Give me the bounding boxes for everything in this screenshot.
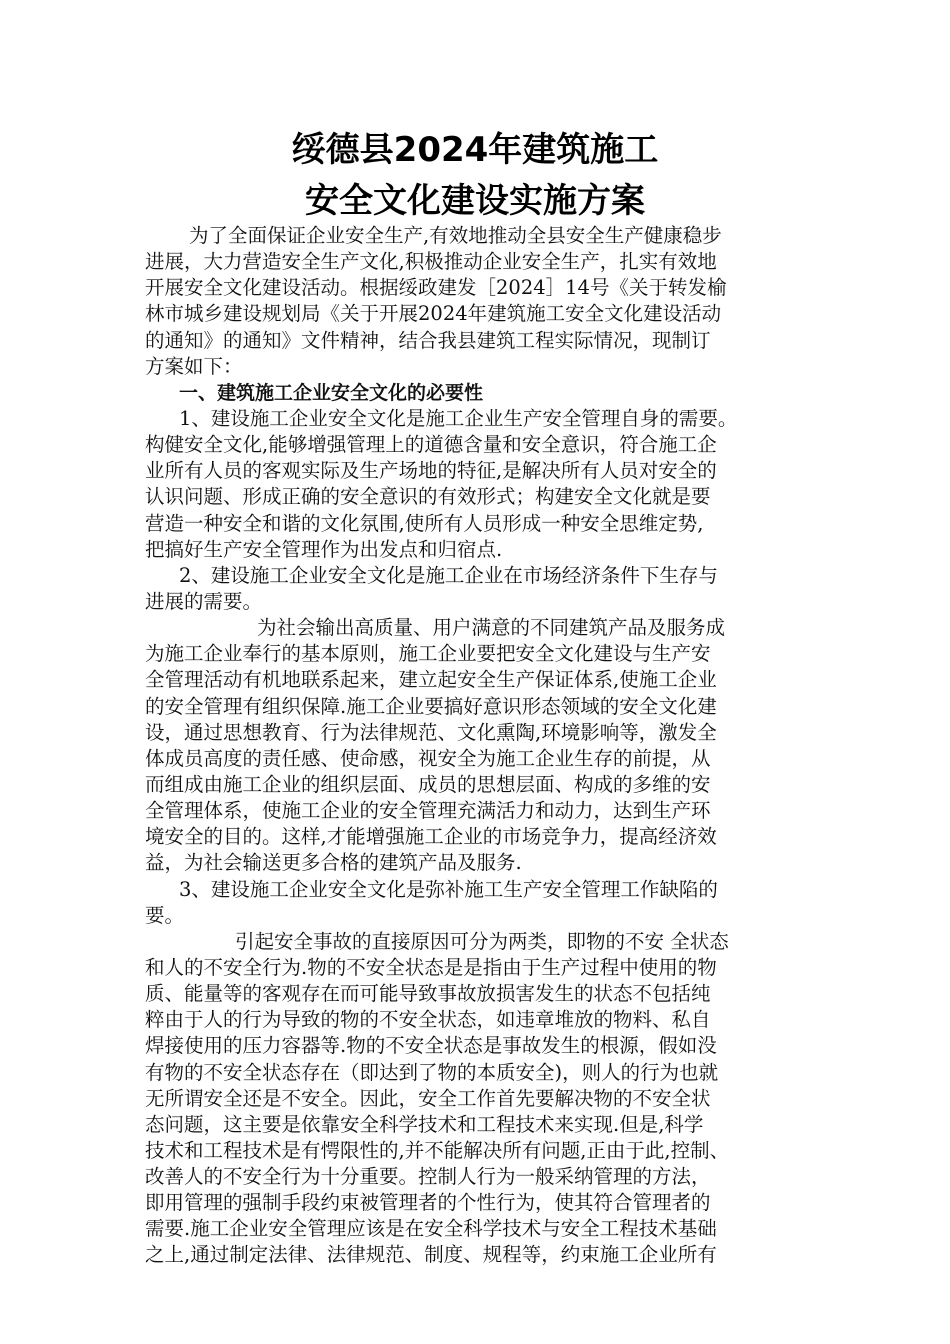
body-text-line: 进展的需要。: [145, 589, 263, 613]
body-text-line: 和人的不安全行为.物的不安全状态是是指由于生产过程中使用的物: [145, 955, 717, 979]
body-text-line: 为了全面保证企业安全生产,有效地推动全县安全生产健康稳步: [189, 224, 722, 247]
body-text-line: 3、建设施工企业安全文化是弥补施工生产安全管理工作缺陷的: [179, 877, 718, 901]
body-text-line: 有物的不安全状态存在（即达到了物的本质安全)，则人的行为也就: [145, 1060, 719, 1084]
body-text-line: 业所有人员的客观实际及生产场地的特征,是解决所有人员对安全的: [145, 459, 717, 483]
body-text-line: 2、建设施工企业安全文化是施工企业在市场经济条件下生存与: [179, 563, 718, 587]
body-text-line: 态问题，这主要是依靠安全科学技术和工程技术来实现.但是,科学: [145, 1112, 704, 1136]
body-text-line: 进展，大力营造安全生产文化,积极推动企业安全生产，扎实有效地: [145, 250, 717, 274]
body-text-line: 认识问题、形成正确的安全意识的有效形式；构建安全文化就是要: [145, 485, 711, 509]
body-text-line: 的通知》的通知》文件精神，结合我县建筑工程实际情况，现制订: [145, 328, 711, 352]
body-text-line: 需要.施工企业安全管理应该是在安全科学技术与安全工程技术基础: [145, 1217, 717, 1241]
body-text-line: 而组成由施工企业的组织层面、成员的思想层面、构成的多维的安: [145, 772, 711, 796]
body-text-line: 构健安全文化,能够增强管理上的道德含量和安全意识，符合施工企: [145, 433, 717, 457]
body-text-line: 设，通过思想教育、行为法律规范、文化熏陶,环境影响等，激发全: [145, 720, 717, 744]
body-text-line: 的安全管理有组织保障.施工企业要搞好意识形态领域的安全文化建: [145, 694, 717, 718]
body-text-line: 无所谓安全还是不安全。因此，安全工作首先要解决物的不安全状: [145, 1086, 711, 1110]
section-heading: 一、建筑施工企业安全文化的必要性: [179, 381, 484, 404]
document-title-line-1: 绥德县2024年建筑施工: [291, 130, 659, 170]
body-text-line: 营造一种安全和谐的文化氛围,使所有人员形成一种安全思维定势,: [145, 511, 704, 535]
body-text-line: 质、能量等的客观存在而可能导致事故放损害发生的状态不包括纯: [145, 982, 711, 1006]
body-text-line: 全管理体系，使施工企业的安全管理充满活力和动力，达到生产环: [145, 799, 711, 823]
body-text-line: 全管理活动有机地联系起来，建立起安全生产保证体系,使施工企业: [145, 668, 717, 692]
body-text-line: 开展安全文化建设活动。根据绥政建发［2024］14号《关于转发榆: [145, 276, 727, 300]
body-text-line: 境安全的目的。这样,才能增强施工企业的市场竞争力，提高经济效: [145, 825, 717, 849]
body-text-line: 为施工企业奉行的基本原则，施工企业要把安全文化建设与生产安: [145, 642, 711, 666]
body-text-line: 引起安全事故的直接原因可分为两类，即物的不安 全状态: [235, 929, 729, 953]
body-text-line: 1、建设施工企业安全文化是施工企业生产安全管理自身的需要。: [179, 406, 738, 430]
body-text-line: 焊接使用的压力容器等.物的不安全状态是事故发生的根源，假如没: [145, 1034, 717, 1058]
document-title-line-2: 安全文化建设实施方案: [305, 181, 645, 221]
body-text-line: 粹由于人的行为导致的物的不安全状态，如违章堆放的物料、私自: [145, 1008, 711, 1032]
body-text-line: 即用管理的强制手段约束被管理者的个性行为，使其符合管理者的: [145, 1191, 711, 1215]
body-text-line: 林市城乡建设规划局《关于开展2024年建筑施工安全文化建设活动: [145, 302, 722, 326]
body-text-line: 体成员高度的责任感、使命感，视安全为施工企业生存的前提，从: [145, 746, 711, 770]
body-text-line: 要。: [145, 903, 185, 927]
body-text-line: 技术和工程技术是有愕限性的,并不能解决所有问题,正由于此,控制、: [145, 1138, 730, 1162]
body-text-line: 方案如下：: [145, 354, 243, 378]
body-text-line: 之上,通过制定法律、法律规范、制度、规程等，约束施工企业所有: [145, 1243, 717, 1267]
body-text-line: 益，为社会输送更多合格的建筑产品及服务.: [145, 851, 522, 875]
body-text-line: 改善人的不安全行为十分重要。控制人行为一般采纳管理的方法，: [145, 1165, 711, 1189]
body-text-line: 把搞好生产安全管理作为出发点和归宿点.: [145, 537, 503, 561]
body-text-line: 为社会输出高质量、用户满意的不同建筑产品及服务成: [257, 616, 726, 640]
document-body: [145, 223, 815, 1269]
